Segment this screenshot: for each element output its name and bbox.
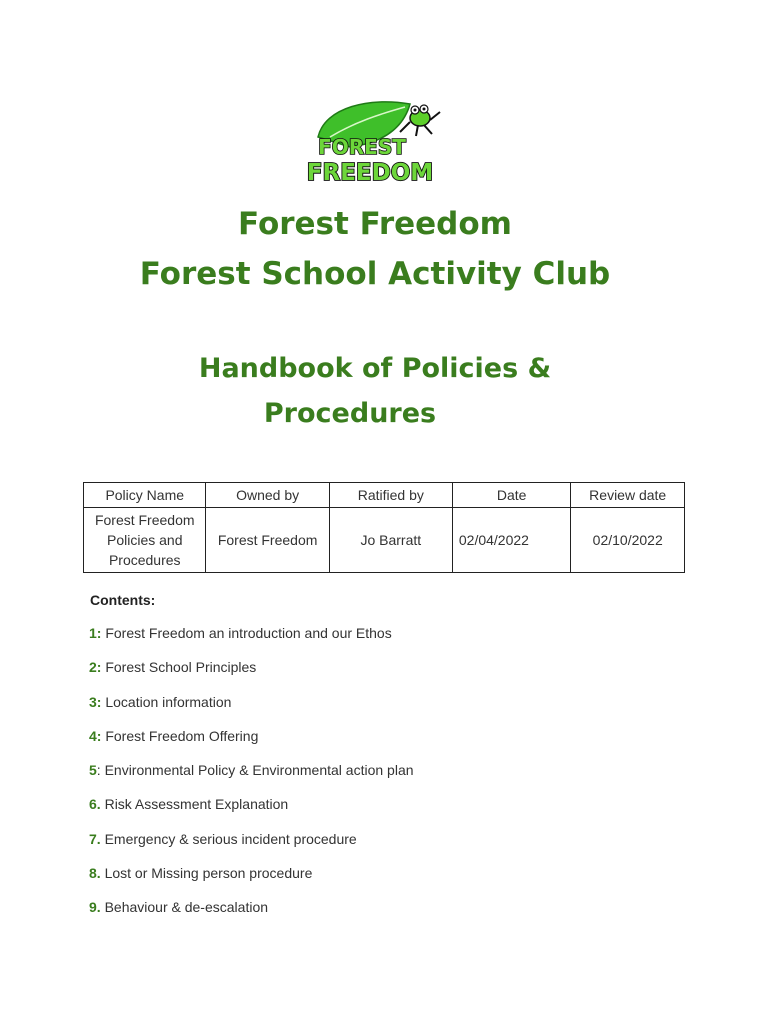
item-text: Forest School Principles xyxy=(101,659,257,676)
contents-heading: Contents: xyxy=(90,592,156,608)
logo-text-freedom: FREEDOM xyxy=(306,160,434,186)
list-item xyxy=(89,625,414,659)
item-number: 8. xyxy=(89,865,101,882)
item-text: Emergency & serious incident procedure xyxy=(100,830,357,847)
list-item xyxy=(89,762,414,796)
table-row xyxy=(84,508,685,573)
subtitle-line-1: Handbook of Policies & xyxy=(198,353,552,384)
policy-info-table xyxy=(83,482,685,573)
policy-name-line-1: Forest Freedom xyxy=(94,512,195,528)
logo-text-forest: FOREST xyxy=(318,135,406,159)
title-line-2: Forest School Activity Club xyxy=(139,256,611,292)
list-item xyxy=(89,796,414,830)
cell-owned-by: Forest Freedom xyxy=(206,508,329,573)
item-text: : Environmental Policy & Environmental action plan xyxy=(96,762,414,779)
policy-name-line-2: Policies and xyxy=(106,532,183,548)
contents-list xyxy=(89,625,414,934)
item-number: 4: xyxy=(89,727,102,744)
item-number: 1: xyxy=(89,625,102,641)
cell-ratified-by: Jo Barratt xyxy=(329,508,452,573)
list-item xyxy=(89,899,414,933)
item-text: Risk Assessment Explanation xyxy=(100,796,289,813)
item-number: 9. xyxy=(89,899,101,916)
forest-freedom-logo xyxy=(300,92,450,192)
cell-policy-name xyxy=(84,508,206,573)
subtitle-line-2: Procedures xyxy=(263,398,437,429)
item-number: 7. xyxy=(89,830,101,847)
header-date: Date xyxy=(452,483,571,508)
item-text: Forest Freedom Offering xyxy=(101,727,259,744)
item-number: 5 xyxy=(89,762,97,779)
item-text: Forest Freedom an introduction and our Ethos xyxy=(101,625,392,641)
list-item xyxy=(89,831,414,865)
header-policy-name: Policy Name xyxy=(84,483,206,508)
item-number: 6. xyxy=(89,796,101,813)
header-owned-by: Owned by xyxy=(206,483,329,508)
header-review-date: Review date xyxy=(571,483,685,508)
cell-review-date: 02/10/2022 xyxy=(571,508,685,573)
handbook-subtitle xyxy=(0,346,750,436)
list-item xyxy=(89,865,414,899)
list-item xyxy=(89,659,414,693)
item-text: Location information xyxy=(101,693,232,710)
item-number: 3: xyxy=(89,693,102,710)
item-text: Behaviour & de-escalation xyxy=(100,899,269,916)
list-item xyxy=(89,694,414,728)
list-item xyxy=(89,728,414,762)
header-ratified-by: Ratified by xyxy=(329,483,452,508)
cell-date: 02/04/2022 xyxy=(452,508,571,573)
table-header-row xyxy=(84,483,685,508)
policy-name-line-3: Procedures xyxy=(108,552,181,568)
item-text: Lost or Missing person procedure xyxy=(100,865,313,882)
title-line-1: Forest Freedom xyxy=(238,206,512,242)
item-number: 2: xyxy=(89,659,102,676)
